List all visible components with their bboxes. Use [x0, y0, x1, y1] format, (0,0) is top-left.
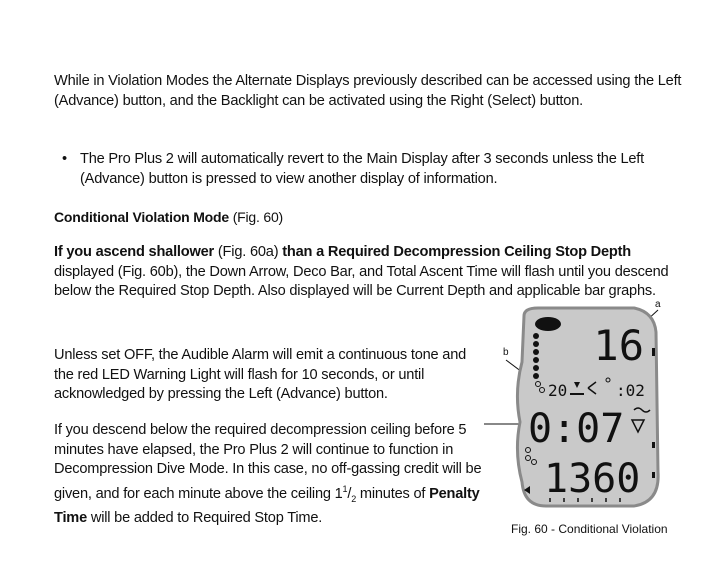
ascend-lead: f you ascend shallower — [57, 244, 215, 260]
ascend-body: displayed (Fig. 60b), the Down Arrow, Deco Bar, and Total Ascent Time will flash until you descend below the Required Stop Depth. Also displayed will be Current Depth and applicable bar graphs. — [54, 263, 669, 299]
figure-caption: Fig. 60 - Conditional Violation — [511, 522, 668, 536]
backlight-indicator-icon — [535, 317, 561, 331]
ascend-dropcap: I — [54, 244, 58, 260]
section-heading-ref: (Fig. 60) — [232, 209, 284, 225]
ascend-fig-ref: (Fig. 60a) — [214, 244, 283, 260]
section-heading — [54, 208, 283, 226]
paragraph-alarm: Unless set OFF, the Audible Alarm will emit a continuous tone and the red LED Warning Light will flash for 10 seconds, or until acknowledged by pressing the Left (Advance) button. — [54, 347, 467, 402]
penalty-time-term: Penalty Time — [54, 485, 480, 526]
penalty-body-2: minutes of — [356, 485, 430, 502]
bullet-item — [62, 150, 692, 189]
penalty-body-3: will be added to Required Stop Time. — [87, 509, 323, 526]
bullet-dot: • — [62, 151, 67, 167]
callout-label-a: a — [655, 299, 661, 310]
callout-label-b: b — [503, 347, 509, 358]
current-depth: 16 — [593, 321, 644, 370]
bullet-text: The Pro Plus 2 will automatically revert to the Main Display after 3 seconds unless the Left (Advance) button is pressed to view another display of information. — [80, 151, 645, 187]
penalty-body: If you descend below the required decompression ceiling before 5 minutes have elapsed, the Pro Plus 2 will continue to function in Decompression Dive Mode. In this case, no off-gassing credit will be given, and for each minute above the ceiling 1 — [54, 422, 482, 502]
fraction-denominator: 2 — [351, 493, 357, 504]
paragraph-ascend — [54, 243, 684, 302]
tank-pressure: 1360 — [544, 456, 641, 502]
stop-time: :02 — [616, 381, 645, 400]
paragraph-penalty — [54, 421, 484, 528]
ascend-emphasis: than a Required Decompression Ceiling Stop Depth — [282, 244, 632, 260]
stop-depth: 20 — [548, 381, 568, 400]
total-ascent-time: 0:07 — [528, 406, 625, 452]
section-heading-title: Conditional Violation Mode — [54, 209, 229, 225]
fraction-slash: / — [347, 485, 352, 502]
fraction-numerator: 1 — [342, 483, 348, 494]
lcd-display-figure — [484, 302, 670, 512]
intro-paragraph: While in Violation Modes the Alternate Displays previously described can be accessed using the Left (Advance) button, and the Backlight can be activated using the Right (Select) button. — [54, 73, 682, 109]
